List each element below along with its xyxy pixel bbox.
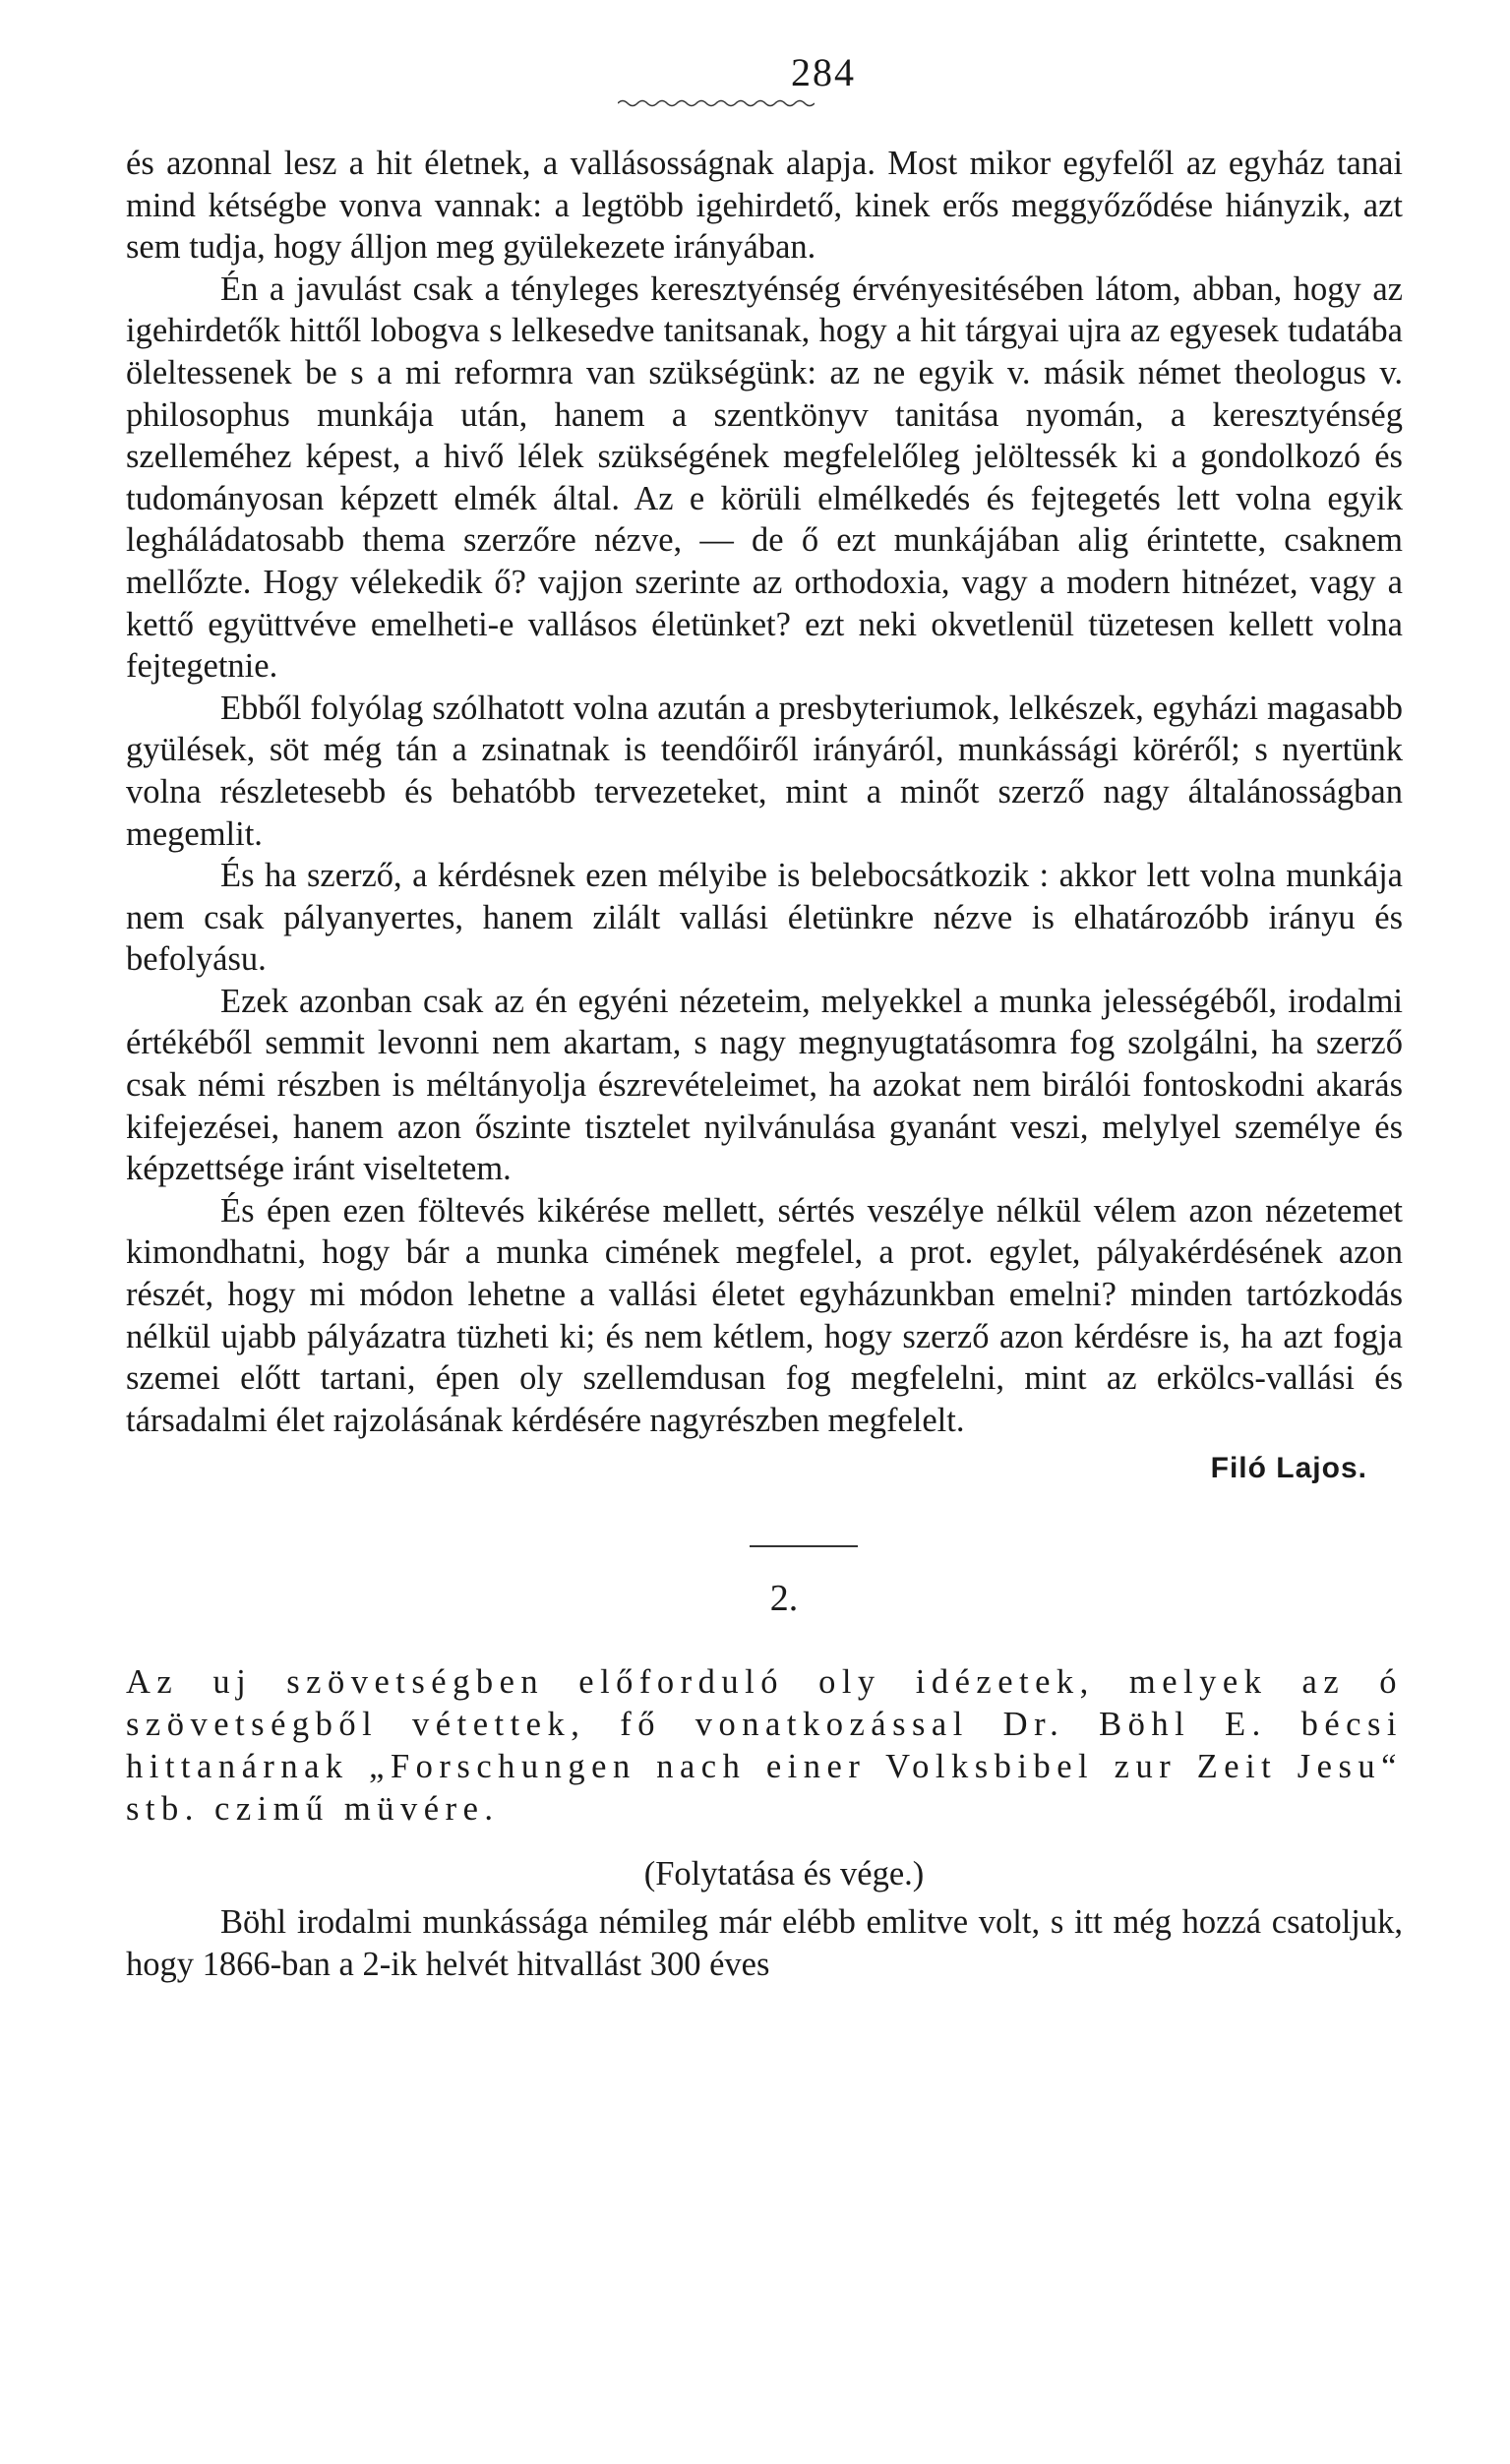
paragraph: Ebből folyólag szólhatott volna azután a presbyteriumok, lelkészek, egyházi magasabb gyülések, söt még tán a zsinatnak is teendőiről irányáról, munkássági köréről; s nyertünk volna részletesebb és behatóbb tervezeteket, mint a minőt szerző nagy általánosságban megemlit.	[126, 689, 1403, 853]
paragraph: És ha szerző, a kérdésnek ezen mélyibe is belebocsátkozik : akkor lett volna munkája nem csak pályanyertes, hanem zilált vallási életünkre nézve is elhatározóbb irányu és befolyásu.	[126, 857, 1403, 979]
paragraph: Én a javulást csak a tényleges keresztyénség érvényesitésében látom, abban, hogy az igehirdetők hittől lobogva s lelkesedve tanitsanak, hogy a hit tárgyai ujra az egyesek tudatába öleltessenek be s a mi reformra van szükségünk: az ne egyik v. másik német theologus v. philosophus munkája után, hanem a szentkönyv tanitása nyomán, a keresztyénség szelleméhez képest, a hivő lélek szükségének megfelelőleg jelöltessék ki a gondolkozó és tudományosan képzett elmék által. Az e körüli elmélkedés és fejtegetés lett volna egyik legháládatosabb thema szerzőre nézve, — de ő ezt munkájában alig érintette, csaknem mellőzte. Hogy vélekedik ő? vajjon szerinte az orthodoxia, vagy a modern hitnézet, vagy a kettő együttvéve emelheti-e vallásos életünket? ezt neki okvetlenül tüzetesen kellett volna fejtegetnie.	[126, 270, 1403, 686]
paragraph: És épen ezen föltevés kikérése mellett, sértés veszélye nélkül vélem azon nézetemet kimondhatni, hogy bár a munka cimének megfelel, a prot. egylet, pályakérdésének azon részét, hogy mi módon lehetne a vallási életet egyházunkban emelni? minden tartózkodás nélkül ujabb pályázatra tüzheti ki; és nem kétlem, hogy szerző azon kérdésre is, ha azt fogja szemei előtt tartani, épen oly szellemdusan fog megfelelni, mint az erkölcs-vallási és társadalmi élet rajzolásának kérdésére nagyrészben megfelelt.	[126, 1191, 1403, 1439]
section-divider	[750, 1545, 858, 1547]
continuation-note: (Folytatása és vége.)	[643, 1855, 925, 1893]
section-number: 2.	[769, 1578, 799, 1620]
document-page	[126, 47, 1403, 1986]
page-number: 284	[791, 50, 856, 94]
page-number-wavy-rule	[618, 98, 815, 108]
paragraph: Ezek azonban csak az én egyéni nézeteim, melyekkel a munka jelességéből, irodalmi értékéből semmit levonni nem akartam, s nagy megnyugtatásomra fog szolgálni, ha szerző csak némi részben is méltányolja észrevételeimet, ha azokat nem birálói fontoskodni akarás kifejezései, hanem azon őszinte tisztelet nyilvánulása gyanánt veszi, melylyel személye és képzettsége iránt viseltetem.	[126, 982, 1403, 1188]
paragraph: és azonnal lesz a hit életnek, a vallásosságnak alapja. Most mikor egyfelől az egyház tanai mind kétségbe vonva vannak: a legtöbb igehirdető, kinek erős meggyőződése hiányzik, azt sem tudja, hogy álljon meg gyülekezete irányában.	[126, 145, 1403, 267]
section-title: Az uj szövetségben előforduló oly idézetek, melyek az ó szövetségből vétettek, fő vonatkozással Dr. Böhl E. bécsi hittanárnak „Forschungen nach einer Volksbibel zur Zeit Jesu“ stb. czimű müvére.	[126, 1663, 1403, 1829]
section-opening-paragraph: Böhl irodalmi munkássága némileg már elébb emlitve volt, s itt még hozzá csatoljuk, hogy 1866-ban a 2-ik helvét hitvallást 300 éves	[126, 1903, 1403, 1983]
author-signature: Filó Lajos.	[1210, 1452, 1367, 1485]
